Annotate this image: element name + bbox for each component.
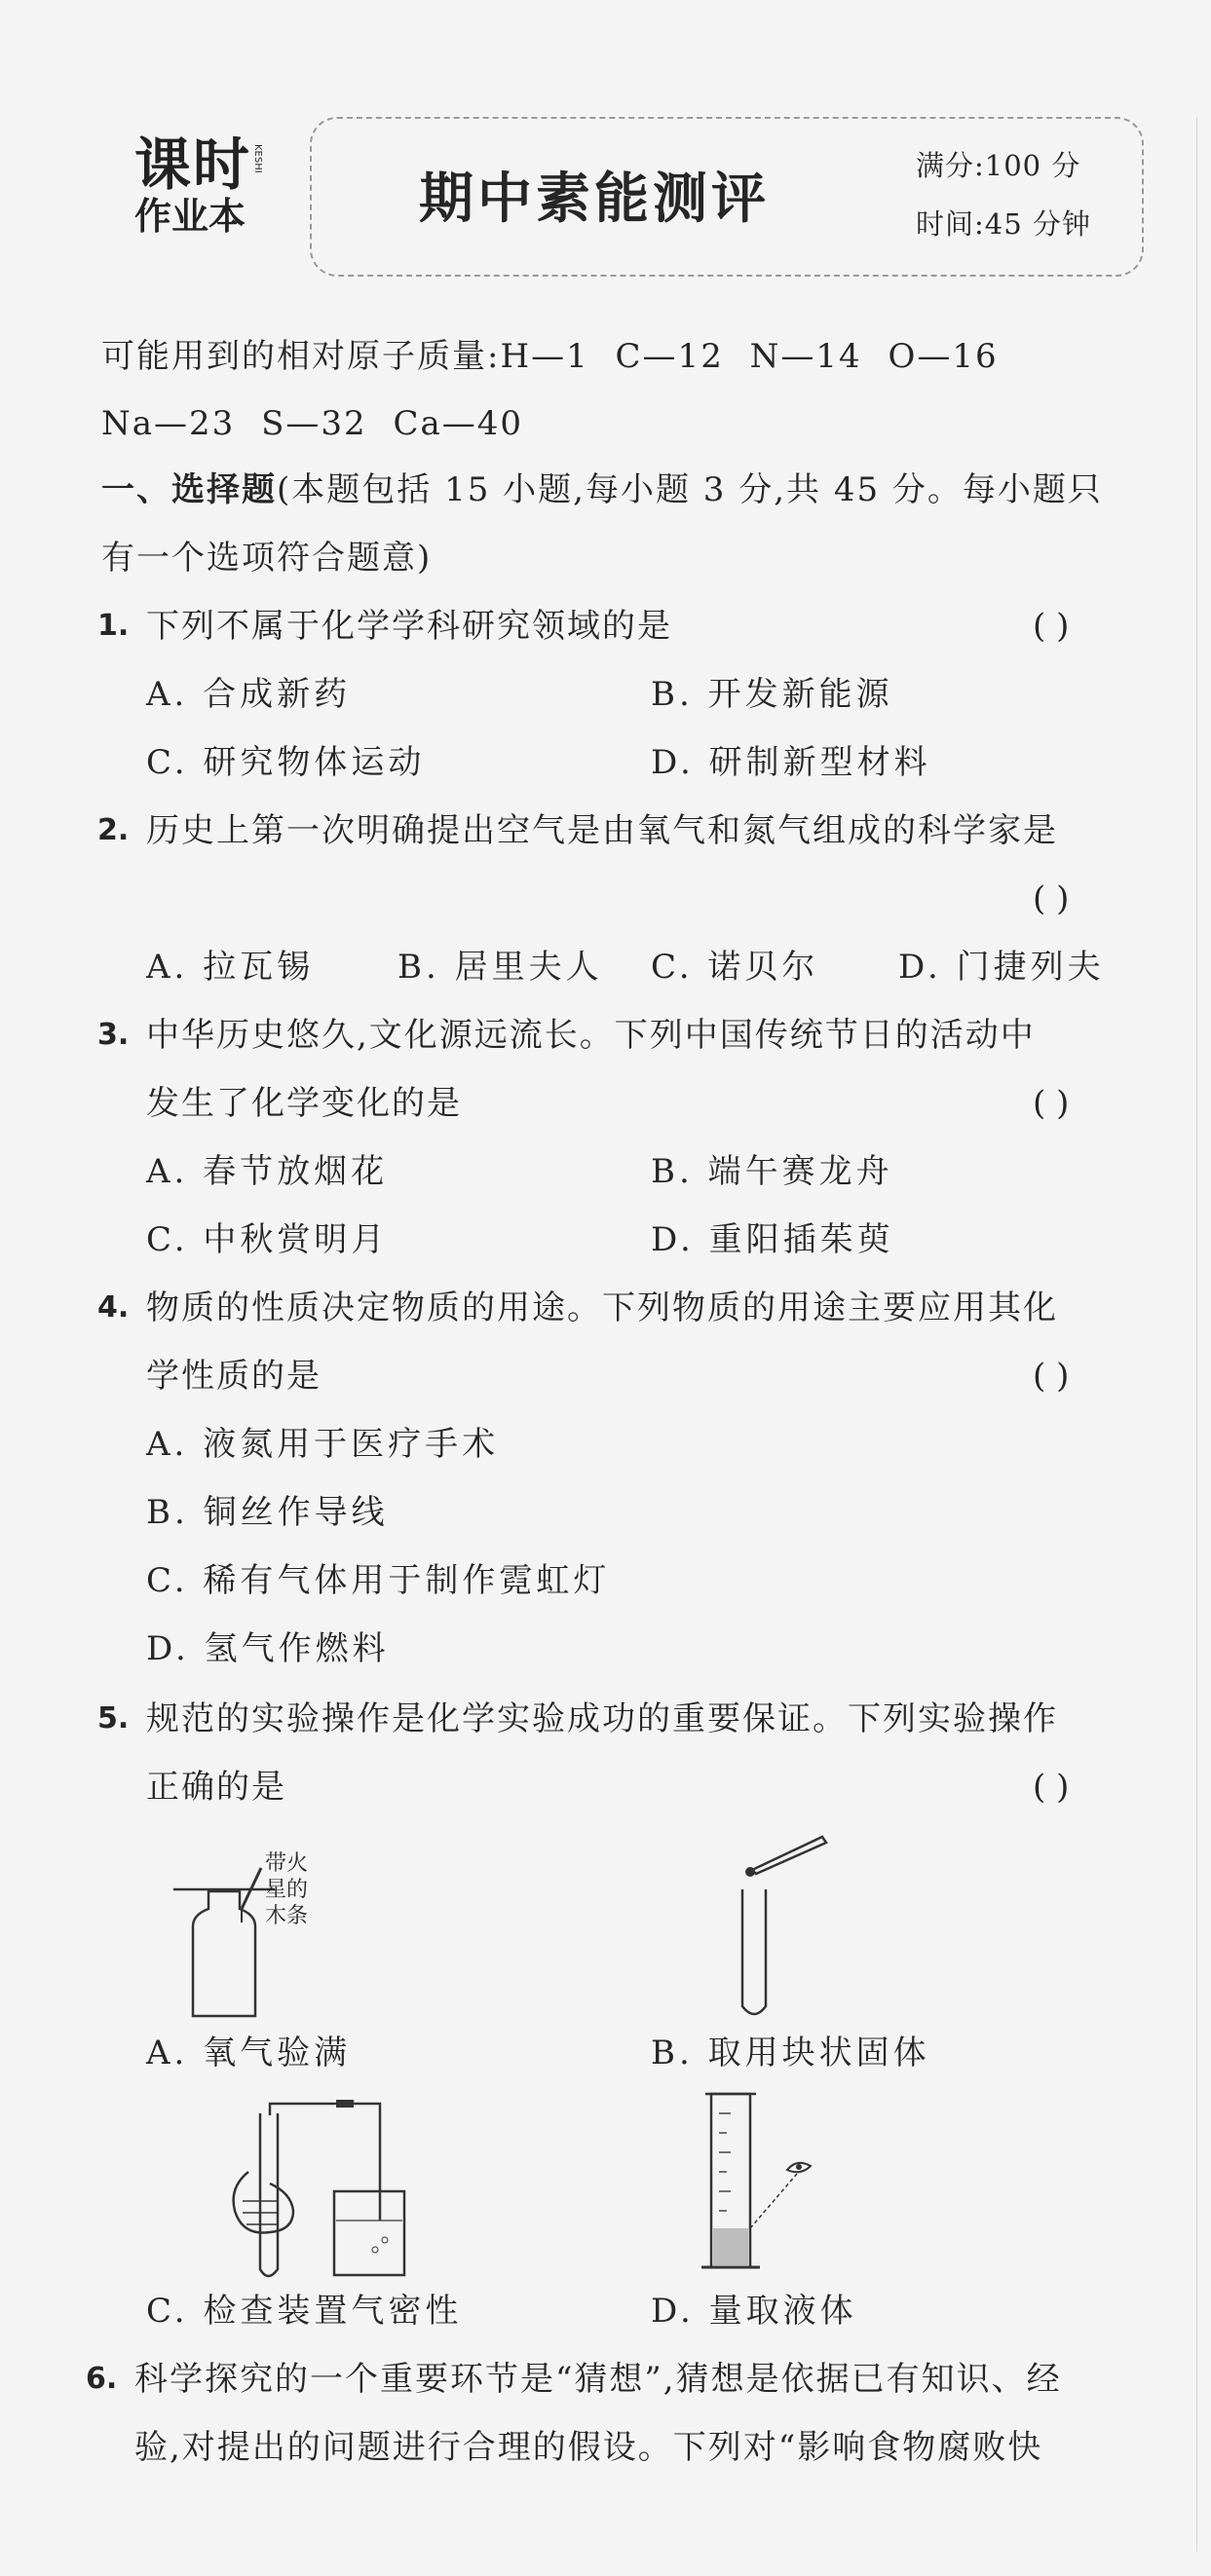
q1-answer-paren[interactable]: ( ) <box>1033 607 1070 646</box>
q4-option-b[interactable]: B. 铜丝作导线 <box>146 1493 389 1532</box>
q1-option-b[interactable]: B. 开发新能源 <box>651 675 893 714</box>
q3-option-c[interactable]: C. 中秋赏明月 <box>146 1220 389 1259</box>
q6-number: 6. <box>86 2362 118 2396</box>
brand-logo <box>134 131 252 238</box>
exam-time: 时间:45 分钟 <box>916 207 1091 241</box>
q1-number: 1. <box>97 609 130 643</box>
figure-a-label-text: 带火星的木条 <box>265 1851 309 1928</box>
q1-option-d[interactable]: D. 研制新型材料 <box>651 743 931 782</box>
full-score: 满分:100 分 <box>916 149 1081 182</box>
q2-answer-paren[interactable]: ( ) <box>1033 879 1070 918</box>
q4-number: 4. <box>97 1290 130 1325</box>
q5-option-d[interactable]: D. 量取液体 <box>651 2292 857 2331</box>
figure-test-tube-tweezers <box>721 1831 857 2026</box>
brand-top: 课时 <box>134 131 252 198</box>
q3-stem-line1: 中华历史悠久,文化源远流长。下列中国传统节日的活动中 <box>146 1016 1036 1055</box>
q3-option-a[interactable]: A. 春节放烟花 <box>146 1152 389 1191</box>
page-edge-line <box>1196 117 1197 2552</box>
q6-stem-line2: 验,对提出的问题进行合理的假设。下列对“影响食物腐败快 <box>134 2428 1043 2467</box>
section-title: 一、选择题 <box>101 470 277 509</box>
figure-graduated-cylinder <box>672 2084 828 2279</box>
brand-bottom: 作业本 <box>134 195 246 238</box>
q3-stem-line2: 发生了化学变化的是 <box>146 1084 462 1123</box>
q1-option-c[interactable]: C. 研究物体运动 <box>146 743 426 782</box>
page-title: 期中素能测评 <box>419 168 770 231</box>
brand-side-text: KESHI <box>252 144 263 173</box>
q3-number: 3. <box>97 1018 130 1052</box>
figure-airtightness-check <box>209 2104 443 2289</box>
q4-stem-line2: 学性质的是 <box>146 1357 322 1396</box>
q5-number: 5. <box>97 1701 130 1736</box>
q5-option-a[interactable]: A. 氧气验满 <box>146 2034 352 2072</box>
q3-answer-paren[interactable]: ( ) <box>1033 1084 1070 1123</box>
q4-option-d[interactable]: D. 氢气作燃料 <box>146 1629 390 1668</box>
q5-stem-line1: 规范的实验操作是化学实验成功的重要保证。下列实验操作 <box>146 1699 1058 1738</box>
q3-option-b[interactable]: B. 端午赛龙舟 <box>651 1152 893 1191</box>
q5-option-b[interactable]: B. 取用块状固体 <box>651 2034 930 2072</box>
section-heading <box>101 467 1103 512</box>
q5-stem-line2: 正确的是 <box>146 1768 286 1807</box>
q2-option-a[interactable]: A. 拉瓦锡 <box>146 948 315 987</box>
figure-oxygen-full-test <box>166 1850 360 2026</box>
q4-option-c[interactable]: C. 稀有气体用于制作霓虹灯 <box>146 1561 611 1600</box>
atomic-mass-line1: 可能用到的相对原子质量:H—1 C—12 N—14 O—16 <box>101 337 999 376</box>
atomic-mass-line2: Na—23 S—32 Ca—40 <box>101 404 524 443</box>
q6-stem-line1: 科学探究的一个重要环节是“猜想”,猜想是依据已有知识、经 <box>134 2360 1062 2399</box>
figure-a-label <box>265 1850 318 1929</box>
q2-option-d[interactable]: D. 门捷列夫 <box>898 948 1105 987</box>
q4-stem-line1: 物质的性质决定物质的用途。下列物质的用途主要应用其化 <box>146 1288 1058 1327</box>
q1-stem: 下列不属于化学学科研究领域的是 <box>146 607 672 646</box>
q2-option-c[interactable]: C. 诺贝尔 <box>651 948 819 987</box>
q2-stem: 历史上第一次明确提出空气是由氧气和氮气组成的科学家是 <box>146 811 1058 850</box>
section-note-2: 有一个选项符合题意) <box>101 539 433 578</box>
section-note: (本题包括 15 小题,每小题 3 分,共 45 分。每小题只 <box>277 470 1103 509</box>
q4-option-a[interactable]: A. 液氮用于医疗手术 <box>146 1425 500 1464</box>
q1-option-a[interactable]: A. 合成新药 <box>146 675 352 714</box>
q2-option-b[interactable]: B. 居里夫人 <box>397 948 603 987</box>
q5-option-c[interactable]: C. 检查装置气密性 <box>146 2292 463 2331</box>
q4-answer-paren[interactable]: ( ) <box>1033 1357 1070 1396</box>
q2-number: 2. <box>97 813 130 847</box>
q3-option-d[interactable]: D. 重阳插茱萸 <box>651 1220 894 1259</box>
q5-answer-paren[interactable]: ( ) <box>1033 1768 1070 1807</box>
